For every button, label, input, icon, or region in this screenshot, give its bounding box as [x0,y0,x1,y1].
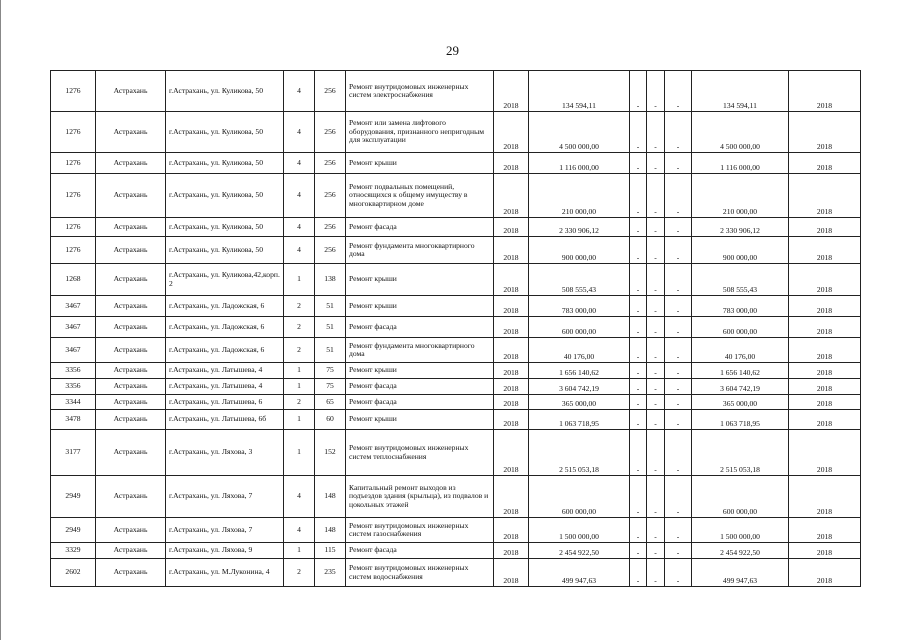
city-cell: Астрахань [96,379,166,395]
dash-cell: - [630,379,647,395]
year-cell: 2018 [494,410,529,430]
house-id-cell: 3467 [51,338,96,363]
table-row [51,338,861,363]
house-id-cell: 3467 [51,317,96,338]
year-cell: 2018 [494,112,529,153]
address-cell: г.Астрахань, ул. Латышева, 6 [166,395,284,410]
page-left-edge [0,0,1,640]
completion-year-cell: 2018 [789,153,861,174]
year-cell: 2018 [494,363,529,379]
total-cost-cell: 1 500 000,00 [692,518,789,543]
dash-cell: - [647,559,665,587]
completion-year-cell: 2018 [789,112,861,153]
dash-cell: - [630,518,647,543]
area-cell: 51 [315,317,346,338]
city-cell: Астрахань [96,559,166,587]
floors-cell: 2 [284,296,315,317]
city-cell: Астрахань [96,518,166,543]
dash-cell: - [630,410,647,430]
floors-cell: 1 [284,264,315,296]
total-cost-cell: 600 000,00 [692,317,789,338]
area-cell: 138 [315,264,346,296]
floors-cell: 2 [284,338,315,363]
address-cell: г.Астрахань, ул. Ляхова, 7 [166,518,284,543]
house-id-cell: 2602 [51,559,96,587]
city-cell: Астрахань [96,264,166,296]
dash-cell: - [647,153,665,174]
floors-cell: 4 [284,518,315,543]
area-cell: 256 [315,71,346,112]
dash-cell: - [647,543,665,559]
address-cell: г.Астрахань, ул. Куликова, 50 [166,218,284,237]
work-type-cell: Ремонт крыши [346,410,494,430]
year-cell: 2018 [494,559,529,587]
dash-cell: - [665,379,692,395]
address-cell: г.Астрахань, ул. Ляхова, 7 [166,476,284,518]
floors-cell: 4 [284,218,315,237]
table-row [51,518,861,543]
dash-cell: - [630,71,647,112]
total-cost-cell: 210 000,00 [692,174,789,218]
city-cell: Астрахань [96,174,166,218]
year-cell: 2018 [494,237,529,264]
work-type-cell: Ремонт фасада [346,317,494,338]
dash-cell: - [630,112,647,153]
work-type-cell: Ремонт внутридомовых инженерных систем теплоснабжения [346,430,494,476]
floors-cell: 4 [284,71,315,112]
year-cell: 2018 [494,317,529,338]
year-cell: 2018 [494,218,529,237]
dash-cell: - [665,363,692,379]
area-cell: 75 [315,379,346,395]
address-cell: г.Астрахань, ул. Ладожская, 6 [166,317,284,338]
cost-cell: 3 604 742,19 [529,379,630,395]
cost-cell: 40 176,00 [529,338,630,363]
completion-year-cell: 2018 [789,395,861,410]
work-type-cell: Ремонт фасада [346,379,494,395]
cost-cell: 2 515 053,18 [529,430,630,476]
city-cell: Астрахань [96,218,166,237]
total-cost-cell: 3 604 742,19 [692,379,789,395]
address-cell: г.Астрахань, ул. Ляхова, 3 [166,430,284,476]
dash-cell: - [647,317,665,338]
completion-year-cell: 2018 [789,363,861,379]
house-id-cell: 3356 [51,363,96,379]
cost-cell: 4 500 000,00 [529,112,630,153]
cost-cell: 783 000,00 [529,296,630,317]
work-type-cell: Ремонт или замена лифтового оборудования, признанного непригодным для эксплуатации [346,112,494,153]
cost-cell: 365 000,00 [529,395,630,410]
address-cell: г.Астрахань, ул. Куликова, 50 [166,237,284,264]
total-cost-cell: 40 176,00 [692,338,789,363]
area-cell: 148 [315,518,346,543]
completion-year-cell: 2018 [789,476,861,518]
house-id-cell: 3356 [51,379,96,395]
dash-cell: - [630,338,647,363]
year-cell: 2018 [494,264,529,296]
city-cell: Астрахань [96,410,166,430]
dash-cell: - [630,317,647,338]
table-row [51,112,861,153]
work-type-cell: Капитальный ремонт выходов из подъездов здания (крыльца), из подвалов и цокольных этажей [346,476,494,518]
total-cost-cell: 600 000,00 [692,476,789,518]
completion-year-cell: 2018 [789,410,861,430]
house-id-cell: 1276 [51,112,96,153]
completion-year-cell: 2018 [789,543,861,559]
city-cell: Астрахань [96,338,166,363]
year-cell: 2018 [494,379,529,395]
table-row [51,363,861,379]
address-cell: г.Астрахань, ул. Ладожская, 6 [166,338,284,363]
year-cell: 2018 [494,543,529,559]
year-cell: 2018 [494,296,529,317]
city-cell: Астрахань [96,296,166,317]
dash-cell: - [665,338,692,363]
total-cost-cell: 1 063 718,95 [692,410,789,430]
table-row [51,317,861,338]
completion-year-cell: 2018 [789,237,861,264]
dash-cell: - [665,317,692,338]
completion-year-cell: 2018 [789,264,861,296]
floors-cell: 4 [284,237,315,264]
city-cell: Астрахань [96,237,166,264]
address-cell: г.Астрахань, ул. Куликова,42,корп. 2 [166,264,284,296]
dash-cell: - [647,338,665,363]
area-cell: 75 [315,363,346,379]
work-type-cell: Ремонт внутридомовых инженерных систем газоснабжения [346,518,494,543]
dash-cell: - [665,153,692,174]
dash-cell: - [665,112,692,153]
dash-cell: - [647,395,665,410]
area-cell: 51 [315,338,346,363]
cost-cell: 2 454 922,50 [529,543,630,559]
dash-cell: - [665,476,692,518]
address-cell: г.Астрахань, ул. Куликова, 50 [166,112,284,153]
dash-cell: - [647,476,665,518]
completion-year-cell: 2018 [789,559,861,587]
floors-cell: 4 [284,174,315,218]
table-row [51,153,861,174]
completion-year-cell: 2018 [789,174,861,218]
floors-cell: 1 [284,430,315,476]
floors-cell: 4 [284,476,315,518]
table-row [51,476,861,518]
cost-cell: 499 947,63 [529,559,630,587]
dash-cell: - [630,174,647,218]
table-row [51,559,861,587]
completion-year-cell: 2018 [789,518,861,543]
house-id-cell: 3467 [51,296,96,317]
area-cell: 115 [315,543,346,559]
total-cost-cell: 2 515 053,18 [692,430,789,476]
city-cell: Астрахань [96,543,166,559]
dash-cell: - [665,410,692,430]
dash-cell: - [647,174,665,218]
total-cost-cell: 900 000,00 [692,237,789,264]
year-cell: 2018 [494,476,529,518]
dash-cell: - [665,174,692,218]
dash-cell: - [665,237,692,264]
completion-year-cell: 2018 [789,218,861,237]
cost-cell: 210 000,00 [529,174,630,218]
table-row [51,410,861,430]
total-cost-cell: 365 000,00 [692,395,789,410]
total-cost-cell: 1 116 000,00 [692,153,789,174]
completion-year-cell: 2018 [789,71,861,112]
floors-cell: 1 [284,410,315,430]
address-cell: г.Астрахань, ул. Ладожская, 6 [166,296,284,317]
address-cell: г.Астрахань, ул. Латышева, 4 [166,363,284,379]
house-id-cell: 1276 [51,218,96,237]
dash-cell: - [630,395,647,410]
dash-cell: - [665,71,692,112]
table-row [51,430,861,476]
table-row [51,264,861,296]
house-id-cell: 1276 [51,153,96,174]
work-type-cell: Ремонт фасада [346,218,494,237]
floors-cell: 1 [284,543,315,559]
cost-cell: 600 000,00 [529,476,630,518]
total-cost-cell: 783 000,00 [692,296,789,317]
house-id-cell: 1276 [51,237,96,264]
area-cell: 256 [315,237,346,264]
area-cell: 148 [315,476,346,518]
cost-cell: 134 594,11 [529,71,630,112]
year-cell: 2018 [494,174,529,218]
dash-cell: - [665,264,692,296]
work-type-cell: Ремонт фундамента многоквартирного дома [346,237,494,264]
dash-cell: - [665,518,692,543]
address-cell: г.Астрахань, ул. Латышева, 6б [166,410,284,430]
table-row [51,543,861,559]
dash-cell: - [647,379,665,395]
year-cell: 2018 [494,430,529,476]
dash-cell: - [665,543,692,559]
dash-cell: - [630,476,647,518]
area-cell: 51 [315,296,346,317]
dash-cell: - [647,71,665,112]
total-cost-cell: 499 947,63 [692,559,789,587]
dash-cell: - [630,559,647,587]
work-type-cell: Ремонт крыши [346,363,494,379]
table-body [51,71,861,587]
total-cost-cell: 2 330 906,12 [692,218,789,237]
cost-cell: 600 000,00 [529,317,630,338]
work-type-cell: Ремонт крыши [346,296,494,317]
year-cell: 2018 [494,71,529,112]
cost-cell: 508 555,43 [529,264,630,296]
floors-cell: 4 [284,153,315,174]
house-id-cell: 3177 [51,430,96,476]
dash-cell: - [647,430,665,476]
year-cell: 2018 [494,338,529,363]
area-cell: 235 [315,559,346,587]
dash-cell: - [647,112,665,153]
area-cell: 256 [315,112,346,153]
area-cell: 152 [315,430,346,476]
cost-cell: 1 656 140,62 [529,363,630,379]
floors-cell: 2 [284,559,315,587]
area-cell: 65 [315,395,346,410]
dash-cell: - [647,218,665,237]
table-row [51,218,861,237]
dash-cell: - [665,395,692,410]
area-cell: 60 [315,410,346,430]
dash-cell: - [630,363,647,379]
address-cell: г.Астрахань, ул. Куликова, 50 [166,71,284,112]
cost-cell: 2 330 906,12 [529,218,630,237]
house-id-cell: 3329 [51,543,96,559]
cost-cell: 1 116 000,00 [529,153,630,174]
city-cell: Астрахань [96,153,166,174]
total-cost-cell: 508 555,43 [692,264,789,296]
table-row [51,395,861,410]
dash-cell: - [665,559,692,587]
cost-cell: 1 500 000,00 [529,518,630,543]
year-cell: 2018 [494,518,529,543]
address-cell: г.Астрахань, ул. М.Луконина, 4 [166,559,284,587]
house-id-cell: 2949 [51,518,96,543]
city-cell: Астрахань [96,112,166,153]
completion-year-cell: 2018 [789,296,861,317]
total-cost-cell: 4 500 000,00 [692,112,789,153]
dash-cell: - [630,153,647,174]
city-cell: Астрахань [96,395,166,410]
house-id-cell: 1276 [51,71,96,112]
dash-cell: - [647,518,665,543]
floors-cell: 4 [284,112,315,153]
work-type-cell: Ремонт фундамента многоквартирного дома [346,338,494,363]
dash-cell: - [630,543,647,559]
dash-cell: - [647,264,665,296]
dash-cell: - [630,264,647,296]
floors-cell: 2 [284,317,315,338]
completion-year-cell: 2018 [789,430,861,476]
city-cell: Астрахань [96,430,166,476]
city-cell: Астрахань [96,317,166,338]
city-cell: Астрахань [96,476,166,518]
address-cell: г.Астрахань, ул. Латышева, 4 [166,379,284,395]
work-type-cell: Ремонт крыши [346,264,494,296]
address-cell: г.Астрахань, ул. Куликова, 50 [166,174,284,218]
table-row [51,71,861,112]
completion-year-cell: 2018 [789,338,861,363]
total-cost-cell: 2 454 922,50 [692,543,789,559]
completion-year-cell: 2018 [789,379,861,395]
area-cell: 256 [315,218,346,237]
work-type-cell: Ремонт подвальных помещений, относящихся к общему имуществу в многоквартирном доме [346,174,494,218]
dash-cell: - [647,363,665,379]
dash-cell: - [630,218,647,237]
dash-cell: - [665,430,692,476]
city-cell: Астрахань [96,71,166,112]
floors-cell: 2 [284,395,315,410]
cost-cell: 900 000,00 [529,237,630,264]
house-id-cell: 3344 [51,395,96,410]
dash-cell: - [647,410,665,430]
dash-cell: - [665,296,692,317]
total-cost-cell: 1 656 140,62 [692,363,789,379]
cost-cell: 1 063 718,95 [529,410,630,430]
house-id-cell: 3478 [51,410,96,430]
house-id-cell: 2949 [51,476,96,518]
work-type-cell: Ремонт фасада [346,543,494,559]
repair-program-table [50,70,861,587]
total-cost-cell: 134 594,11 [692,71,789,112]
area-cell: 256 [315,174,346,218]
year-cell: 2018 [494,153,529,174]
dash-cell: - [630,296,647,317]
work-type-cell: Ремонт внутридомовых инженерных систем электроснабжения [346,71,494,112]
house-id-cell: 1268 [51,264,96,296]
address-cell: г.Астрахань, ул. Ляхова, 9 [166,543,284,559]
work-type-cell: Ремонт фасада [346,395,494,410]
table-row [51,296,861,317]
year-cell: 2018 [494,395,529,410]
city-cell: Астрахань [96,363,166,379]
table-row [51,379,861,395]
house-id-cell: 1276 [51,174,96,218]
table-row [51,237,861,264]
completion-year-cell: 2018 [789,317,861,338]
dash-cell: - [647,296,665,317]
dash-cell: - [647,237,665,264]
page-number: 29 [446,43,459,58]
area-cell: 256 [315,153,346,174]
dash-cell: - [630,237,647,264]
dash-cell: - [630,430,647,476]
address-cell: г.Астрахань, ул. Куликова, 50 [166,153,284,174]
dash-cell: - [665,218,692,237]
work-type-cell: Ремонт внутридомовых инженерных систем водоснабжения [346,559,494,587]
floors-cell: 1 [284,379,315,395]
work-type-cell: Ремонт крыши [346,153,494,174]
floors-cell: 1 [284,363,315,379]
table-row [51,174,861,218]
